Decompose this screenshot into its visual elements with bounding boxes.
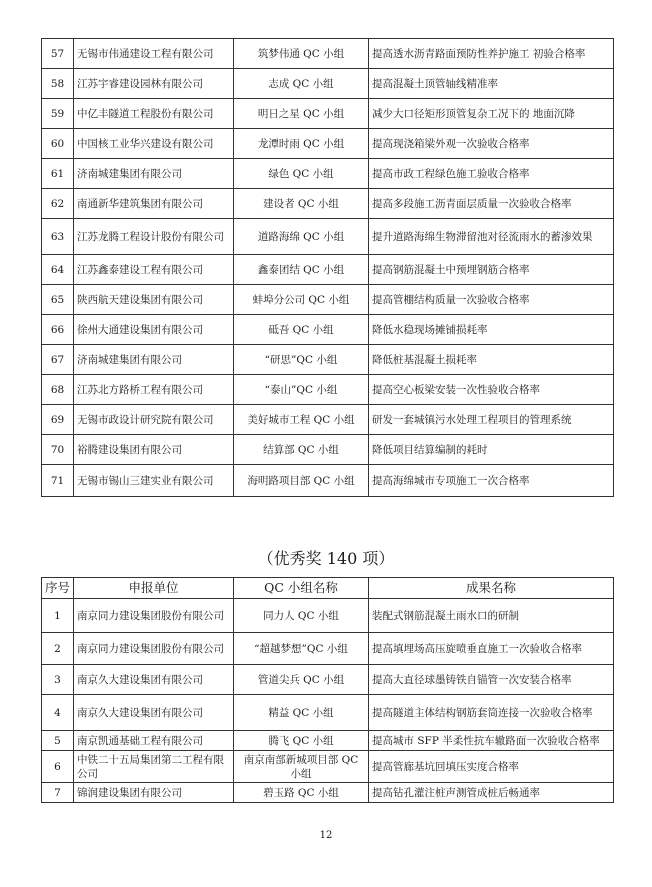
award-table-continued — [41, 38, 614, 497]
cell-organization: 中亿丰隧道工程股份有限公司 — [74, 99, 234, 129]
cell-result-name: 提高管廊基坑回填压实度合格率 — [369, 751, 614, 783]
cell-organization: 无锡市伟通建设工程有限公司 — [74, 39, 234, 69]
cell-organization: 江苏宇睿建设园林有限公司 — [74, 69, 234, 99]
header-organization: 申报单位 — [74, 578, 234, 599]
cell-organization: 南京久大建设集团有限公司 — [74, 665, 234, 695]
cell-qc-group: 明日之星 QC 小组 — [234, 99, 369, 129]
cell-qc-group: “泰山”QC 小组 — [234, 375, 369, 405]
cell-number: 63 — [42, 219, 74, 255]
cell-qc-group: “超越梦想”QC 小组 — [234, 633, 369, 665]
cell-organization: 徐州大通建设集团有限公司 — [74, 315, 234, 345]
table-row — [42, 99, 614, 129]
cell-qc-group: 绿色 QC 小组 — [234, 159, 369, 189]
table-row — [42, 129, 614, 159]
cell-number: 65 — [42, 285, 74, 315]
section-title: （优秀奖 140 项） — [257, 549, 395, 568]
page-number: 12 — [319, 830, 333, 841]
cell-organization: 陕西航天建设集团有限公司 — [74, 285, 234, 315]
cell-organization: 南通新华建筑集团有限公司 — [74, 189, 234, 219]
cell-qc-group: 结算部 QC 小组 — [234, 435, 369, 465]
table-row — [42, 435, 614, 465]
cell-qc-group: 建设者 QC 小组 — [234, 189, 369, 219]
cell-result-name: 提高钻孔灌注桩声测管成桩后畅通率 — [369, 783, 614, 803]
table-row — [42, 599, 614, 633]
cell-number: 57 — [42, 39, 74, 69]
cell-result-name: 提高大直径球墨铸铁自锚管一次安装合格率 — [369, 665, 614, 695]
cell-organization: 江苏龙腾工程设计股份有限公司 — [74, 219, 234, 255]
table-row — [42, 189, 614, 219]
cell-qc-group: 鑫泰团结 QC 小组 — [234, 255, 369, 285]
cell-qc-group: 志成 QC 小组 — [234, 69, 369, 99]
cell-number: 67 — [42, 345, 74, 375]
cell-result-name: 提高海绵城市专项施工一次合格率 — [369, 465, 614, 497]
cell-number: 71 — [42, 465, 74, 497]
cell-number: 2 — [42, 633, 74, 665]
table-row — [42, 665, 614, 695]
cell-number: 3 — [42, 665, 74, 695]
table-row — [42, 345, 614, 375]
cell-result-name: 研发一套城镇污水处理工程项目的管理系统 — [369, 405, 614, 435]
header-number: 序号 — [42, 578, 74, 599]
table-row — [42, 285, 614, 315]
header-qc-group: QC 小组名称 — [234, 578, 369, 599]
table-row — [42, 219, 614, 255]
cell-number: 64 — [42, 255, 74, 285]
cell-result-name: 提高填埋场高压旋喷垂直施工一次验收合格率 — [369, 633, 614, 665]
cell-result-name: 装配式钢筋混凝土雨水口的研制 — [369, 599, 614, 633]
cell-number: 69 — [42, 405, 74, 435]
cell-qc-group: “研思”QC 小组 — [234, 345, 369, 375]
cell-organization: 济南城建集团有限公司 — [74, 159, 234, 189]
cell-result-name: 提高钢筋混凝土中预埋钢筋合格率 — [369, 255, 614, 285]
cell-organization: 锦润建设集团有限公司 — [74, 783, 234, 803]
cell-organization: 济南城建集团有限公司 — [74, 345, 234, 375]
cell-organization: 中铁二十五局集团第二工程有限公司 — [74, 751, 234, 783]
cell-result-name: 降低项目结算编制的耗时 — [369, 435, 614, 465]
cell-result-name: 提高城市 SFP 半柔性抗车辙路面一次验收合格率 — [369, 731, 614, 751]
cell-qc-group: 龙潭时雨 QC 小组 — [234, 129, 369, 159]
cell-organization: 江苏北方路桥工程有限公司 — [74, 375, 234, 405]
cell-number: 6 — [42, 751, 74, 783]
cell-number: 59 — [42, 99, 74, 129]
cell-result-name: 提高隧道主体结构钢筋套筒连接一次验收合格率 — [369, 695, 614, 731]
cell-result-name: 降低桩基混凝土损耗率 — [369, 345, 614, 375]
cell-organization: 南京同力建设集团股份有限公司 — [74, 633, 234, 665]
cell-organization: 无锡市政设计研究院有限公司 — [74, 405, 234, 435]
table-row — [42, 783, 614, 803]
table-row — [42, 69, 614, 99]
cell-qc-group: 砥吾 QC 小组 — [234, 315, 369, 345]
cell-result-name: 提高现浇箱梁外观一次验收合格率 — [369, 129, 614, 159]
cell-number: 60 — [42, 129, 74, 159]
cell-organization: 南京久大建设集团有限公司 — [74, 695, 234, 731]
cell-qc-group: 海明路项目部 QC 小组 — [234, 465, 369, 497]
cell-qc-group: 管道尖兵 QC 小组 — [234, 665, 369, 695]
cell-organization: 南京同力建设集团股份有限公司 — [74, 599, 234, 633]
cell-organization: 南京凯通基础工程有限公司 — [74, 731, 234, 751]
table-row — [42, 465, 614, 497]
table-row — [42, 405, 614, 435]
excellence-award-table — [41, 577, 614, 803]
cell-number: 68 — [42, 375, 74, 405]
cell-qc-group: 道路海绵 QC 小组 — [234, 219, 369, 255]
table-row — [42, 39, 614, 69]
table-row — [42, 695, 614, 731]
cell-result-name: 提升道路海绵生物滞留池对径流雨水的蓄渗效果 — [369, 219, 614, 255]
cell-qc-group: 筑梦伟通 QC 小组 — [234, 39, 369, 69]
cell-result-name: 提高混凝土顶管轴线精准率 — [369, 69, 614, 99]
cell-result-name: 提高管棚结构质量一次验收合格率 — [369, 285, 614, 315]
cell-qc-group: 精益 QC 小组 — [234, 695, 369, 731]
table-header-row — [42, 578, 614, 599]
cell-number: 62 — [42, 189, 74, 219]
header-result-name: 成果名称 — [369, 578, 614, 599]
cell-number: 61 — [42, 159, 74, 189]
cell-result-name: 提高空心板梁安装一次性验收合格率 — [369, 375, 614, 405]
cell-number: 7 — [42, 783, 74, 803]
table-row — [42, 375, 614, 405]
cell-number: 1 — [42, 599, 74, 633]
cell-number: 58 — [42, 69, 74, 99]
cell-number: 4 — [42, 695, 74, 731]
cell-organization: 江苏鑫泰建设工程有限公司 — [74, 255, 234, 285]
cell-result-name: 提高透水沥青路面预防性养护施工 初验合格率 — [369, 39, 614, 69]
cell-qc-group: 同力人 QC 小组 — [234, 599, 369, 633]
cell-result-name: 减少大口径矩形顶管复杂工况下的 地面沉降 — [369, 99, 614, 129]
cell-qc-group: 蚌埠分公司 QC 小组 — [234, 285, 369, 315]
cell-number: 5 — [42, 731, 74, 751]
table-row — [42, 315, 614, 345]
table-row — [42, 633, 614, 665]
cell-result-name: 提高市政工程绿色施工验收合格率 — [369, 159, 614, 189]
cell-qc-group: 腾飞 QC 小组 — [234, 731, 369, 751]
cell-number: 66 — [42, 315, 74, 345]
table-row — [42, 255, 614, 285]
cell-result-name: 降低水稳现场摊铺损耗率 — [369, 315, 614, 345]
cell-organization: 无锡市锡山三建实业有限公司 — [74, 465, 234, 497]
cell-organization: 中国核工业华兴建设有限公司 — [74, 129, 234, 159]
table-row — [42, 751, 614, 783]
cell-organization: 裕腾建设集团有限公司 — [74, 435, 234, 465]
cell-qc-group: 碧玉路 QC 小组 — [234, 783, 369, 803]
cell-number: 70 — [42, 435, 74, 465]
table-row — [42, 731, 614, 751]
cell-qc-group: 美好城市工程 QC 小组 — [234, 405, 369, 435]
cell-qc-group: 南京南部新城项目部 QC 小组 — [234, 751, 369, 783]
table-row — [42, 159, 614, 189]
cell-result-name: 提高多段施工沥青面层质量一次验收合格率 — [369, 189, 614, 219]
